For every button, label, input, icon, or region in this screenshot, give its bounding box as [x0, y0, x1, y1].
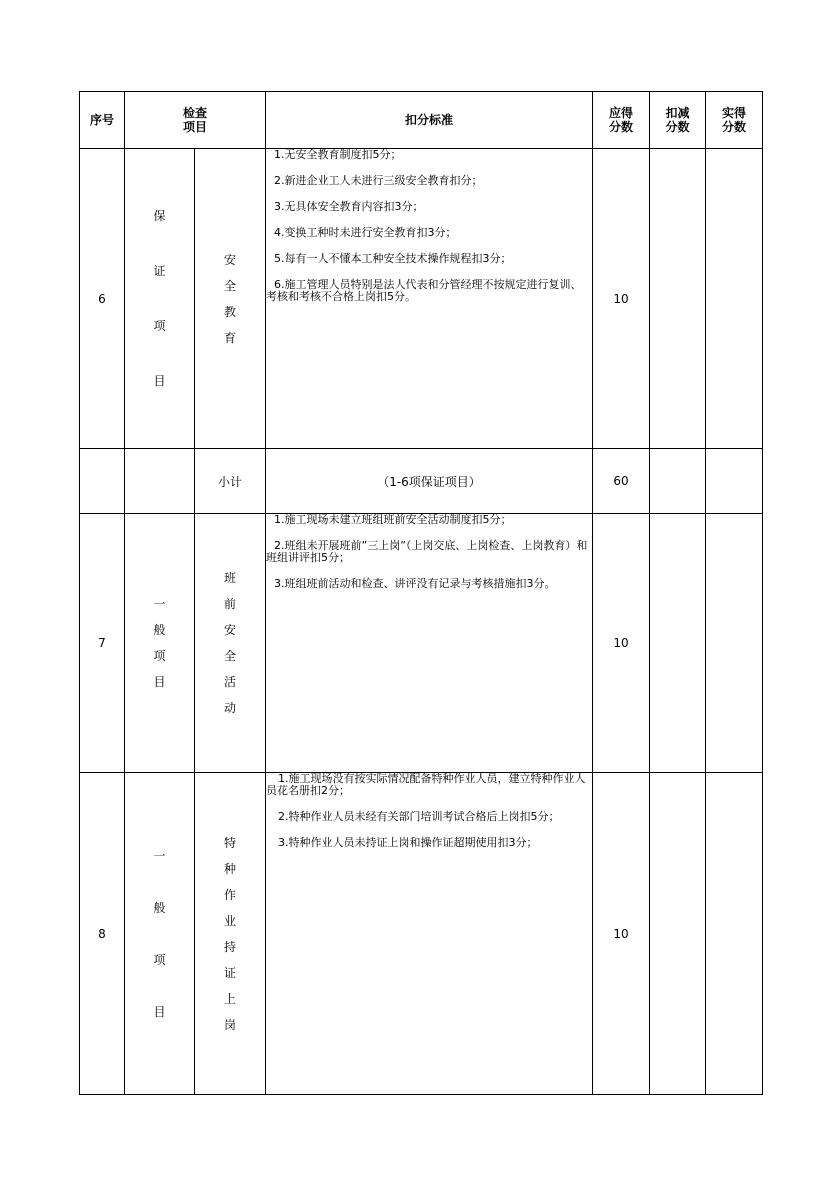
- header-due: [593, 92, 650, 149]
- row-actual: [706, 514, 763, 773]
- row-criteria: [266, 514, 593, 773]
- row-item-char: 全: [224, 278, 237, 293]
- row-group-char: 保: [153, 209, 166, 223]
- row-group-char: 般: [153, 900, 166, 915]
- row-item-char: 动: [224, 701, 237, 715]
- row-item-char: 岗: [224, 1017, 237, 1032]
- header-deduct: [650, 92, 706, 149]
- row-item-char: 全: [224, 649, 237, 663]
- row-actual: [706, 773, 763, 1095]
- header-actual: [706, 92, 763, 149]
- criteria-line: 4.变换工种时未进行安全教育扣3分；: [274, 226, 457, 239]
- row-seq: 6: [80, 149, 125, 449]
- row-item-char: 上: [224, 991, 237, 1006]
- row-group-char: 一: [153, 597, 166, 611]
- subtotal-deduct: [650, 449, 706, 514]
- header-item: [125, 92, 266, 149]
- row-deduct: [650, 773, 706, 1095]
- row-item-char: 教: [224, 304, 237, 319]
- row-item-char: 持: [224, 939, 237, 954]
- row-item-char: 业: [224, 913, 237, 928]
- row-item-char: 安: [224, 252, 237, 267]
- row-group-char: 证: [153, 264, 166, 278]
- criteria-line: 2.特种作业人员未经有关部门培训考试合格后上岗扣5分；: [278, 810, 560, 823]
- row-item-char: 作: [224, 887, 237, 902]
- row-actual: [706, 149, 763, 449]
- row-group-char: 目: [153, 374, 166, 388]
- row-item: [195, 773, 266, 1095]
- row-criteria: [266, 773, 593, 1095]
- subtotal-label: 小计: [195, 449, 266, 514]
- row-group: [125, 514, 195, 773]
- row-due: 10: [593, 149, 650, 449]
- criteria-line: 3.无具体安全教育内容扣3分；: [274, 200, 424, 213]
- row-seq: 8: [80, 773, 125, 1095]
- row-deduct: [650, 514, 706, 773]
- criteria-line: 2.新进企业工人未进行三级安全教育扣分；: [274, 174, 483, 187]
- criteria-line: 5.每有一人不懂本工种安全技术操作规程扣3分；: [274, 252, 512, 265]
- row-deduct: [650, 149, 706, 449]
- header-item-line2: 项目: [183, 120, 208, 134]
- inspection-score-table: [79, 91, 763, 1095]
- row-criteria: [266, 149, 593, 449]
- subtotal-seq: [80, 449, 125, 514]
- row-group-char: 项: [153, 952, 166, 967]
- row-item: [195, 514, 266, 773]
- header-criteria: 扣分标准: [266, 92, 593, 149]
- row-item-char: 前: [224, 597, 237, 611]
- row-group: [125, 149, 195, 449]
- row-item-char: 特: [224, 835, 237, 850]
- criteria-line: 6.施工管理人员特别是法人代表和分管经理不按规定进行复训、考核和考核不合格上岗扣5分。: [266, 278, 582, 303]
- subtotal-criteria: （1-6项保证项目）: [266, 449, 593, 514]
- header-due-line1: 应得: [609, 106, 634, 120]
- header-deduct-line1: 扣减: [665, 106, 690, 120]
- table-row: [80, 149, 763, 449]
- header-actual-line1: 实得: [722, 106, 747, 120]
- row-group-char: 项: [153, 319, 166, 333]
- criteria-line: 2.班组未开展班前”三上岗”（上岗交底、上岗检查、上岗教育）和班组讲评扣5分；: [266, 539, 588, 564]
- row-group-char: 一: [153, 848, 166, 863]
- header-due-line2: 分数: [609, 120, 634, 134]
- row-group-char: 目: [153, 1004, 166, 1019]
- header-row: [80, 92, 763, 149]
- row-due: 10: [593, 773, 650, 1095]
- row-item-char: 育: [224, 330, 237, 345]
- header-seq: 序号: [80, 92, 125, 149]
- criteria-line: 3.班组班前活动和检查、讲评没有记录与考核措施扣3分。: [274, 577, 556, 590]
- row-item-char: 活: [224, 675, 237, 689]
- row-group-char: 般: [153, 623, 166, 637]
- subtotal-group: [125, 449, 195, 514]
- row-seq: 7: [80, 514, 125, 773]
- row-group-char: 目: [153, 675, 166, 689]
- subtotal-actual: [706, 449, 763, 514]
- table-row: [80, 773, 763, 1095]
- row-item: [195, 149, 266, 449]
- subtotal-due: 60: [593, 449, 650, 514]
- subtotal-row: [80, 449, 763, 514]
- row-group: [125, 773, 195, 1095]
- row-item-char: 证: [224, 965, 237, 980]
- row-item-char: 种: [224, 861, 237, 876]
- criteria-line: 1.施工现场没有按实际情况配备特种作业人员，建立特种作业人员花名册扣2分；: [266, 772, 586, 797]
- header-deduct-line2: 分数: [665, 120, 690, 134]
- header-item-line1: 检查: [183, 106, 208, 120]
- criteria-line: 1.施工现场未建立班组班前安全活动制度扣5分；: [274, 513, 512, 526]
- header-actual-line2: 分数: [722, 120, 747, 134]
- criteria-line: 1.无安全教育制度扣5分；: [274, 148, 402, 161]
- row-item-char: 班: [224, 571, 237, 585]
- row-group-char: 项: [153, 649, 166, 663]
- table-row: [80, 514, 763, 773]
- criteria-line: 3.特种作业人员未持证上岗和操作证超期使用扣3分；: [278, 836, 538, 849]
- row-due: 10: [593, 514, 650, 773]
- row-item-char: 安: [224, 623, 237, 637]
